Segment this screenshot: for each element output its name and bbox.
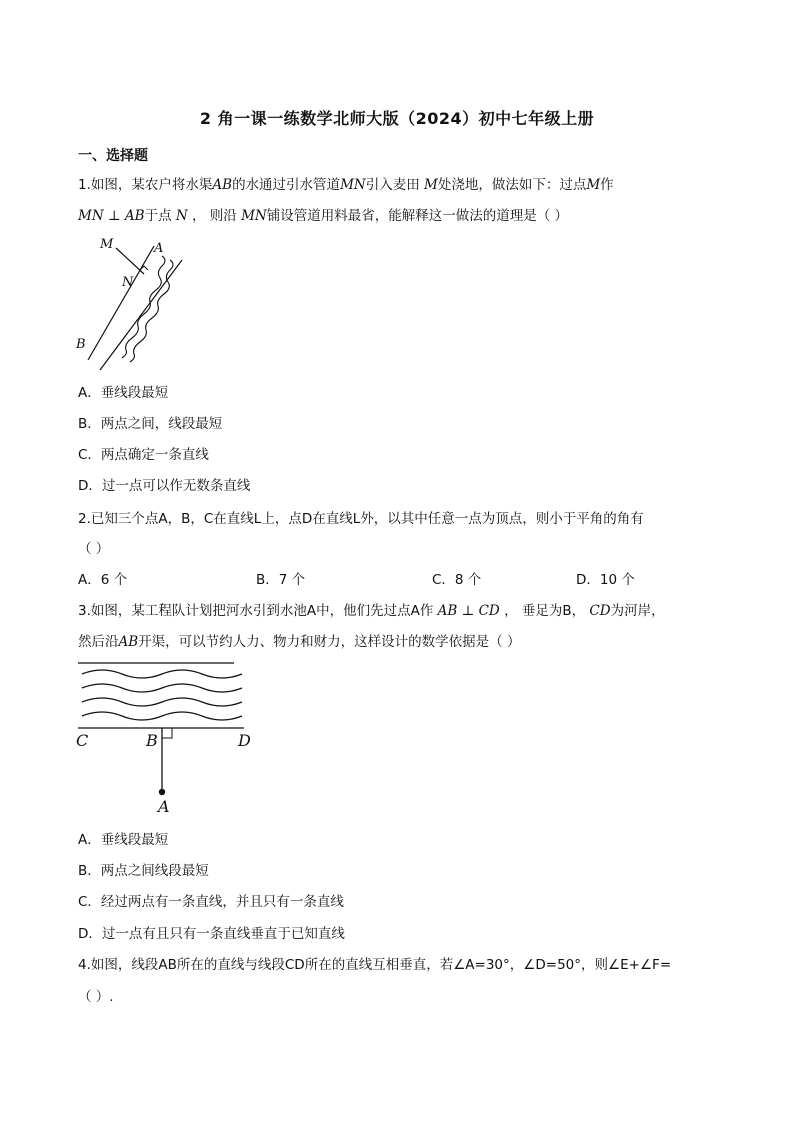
document-title: 2 角一课一练数学北师大版（2024）初中七年级上册 <box>199 109 595 128</box>
q3-right-angle-mark <box>162 728 172 738</box>
q2-stem-line2: （ ） <box>78 541 110 557</box>
q3-label-d: D <box>238 731 251 750</box>
q3-option-c[interactable]: C．经过两点有一条直线，并且只有一条直线 <box>78 894 344 910</box>
q4-stem-line1: 4.如图，线段AB所在的直线与线段CD所在的直线互相垂直，若∠A=30°，∠D=50°，则∠E+∠F= <box>78 957 672 973</box>
section-heading: 一、选择题 <box>78 148 148 164</box>
q3-option-d[interactable]: D．过一点有且只有一条直线垂直于已知直线 <box>78 926 345 942</box>
q3-figure-river <box>74 660 264 820</box>
q1-canal-bank-right <box>100 260 182 370</box>
q1-label-b: B <box>76 337 86 352</box>
q2-option-b[interactable]: B．7 个 <box>256 572 306 588</box>
q2-option-a[interactable]: A．6 个 <box>78 572 128 588</box>
q1-stem-line2: MN ⊥ AB于点 N ， 则沿 MN铺设管道用料最省，能解释这一做法的道理是（ ） <box>78 208 569 224</box>
q3-stem-line1: 3.如图，某工程队计划把河水引到水池A中，他们先过点A作 AB ⊥ CD ， 垂足为B， CD为河岸， <box>78 603 665 619</box>
q1-stem-line1: 1.如图，某农户将水渠AB的水通过引水管道MN引入麦田 M处浇地，做法如下：过点M作 <box>78 177 614 193</box>
q1-option-b[interactable]: B．两点之间，线段最短 <box>78 416 223 432</box>
q1-pipe-mn <box>116 248 144 274</box>
q1-option-a[interactable]: A．垂线段最短 <box>78 385 169 401</box>
q3-label-b: B <box>146 731 158 750</box>
q3-label-c: C <box>76 731 89 750</box>
q1-label-n: N <box>122 275 134 290</box>
q1-option-d[interactable]: D．过一点可以作无数条直线 <box>78 478 251 494</box>
q3-wave-4 <box>82 712 242 720</box>
q3-option-a[interactable]: A．垂线段最短 <box>78 832 169 848</box>
q3-wave-3 <box>82 698 242 706</box>
q3-wave-1 <box>82 670 242 678</box>
q1-figure-canal <box>70 232 200 372</box>
q4-stem-line2: （ ）. <box>78 989 114 1005</box>
q3-option-b[interactable]: B．两点之间线段最短 <box>78 863 209 879</box>
q3-wave-2 <box>82 684 242 692</box>
q3-stem-line2: 然后沿AB开渠，可以节约人力、物力和财力，这样设计的数学依据是（ ） <box>78 634 521 650</box>
q3-point-a <box>159 789 165 795</box>
q2-option-d[interactable]: D．10 个 <box>576 572 635 588</box>
q1-canal-bank-left <box>88 246 154 360</box>
q1-label-a: A <box>154 241 164 256</box>
q2-option-c[interactable]: C．8 个 <box>432 572 482 588</box>
q1-option-c[interactable]: C．两点确定一条直线 <box>78 447 209 463</box>
q2-stem-line1: 2.已知三个点A，B，C在直线L上，点D在直线L外，以其中任意一点为顶点，则小于平角的角有 <box>78 511 644 527</box>
q3-label-a: A <box>158 797 170 816</box>
q1-label-m: M <box>100 237 114 252</box>
